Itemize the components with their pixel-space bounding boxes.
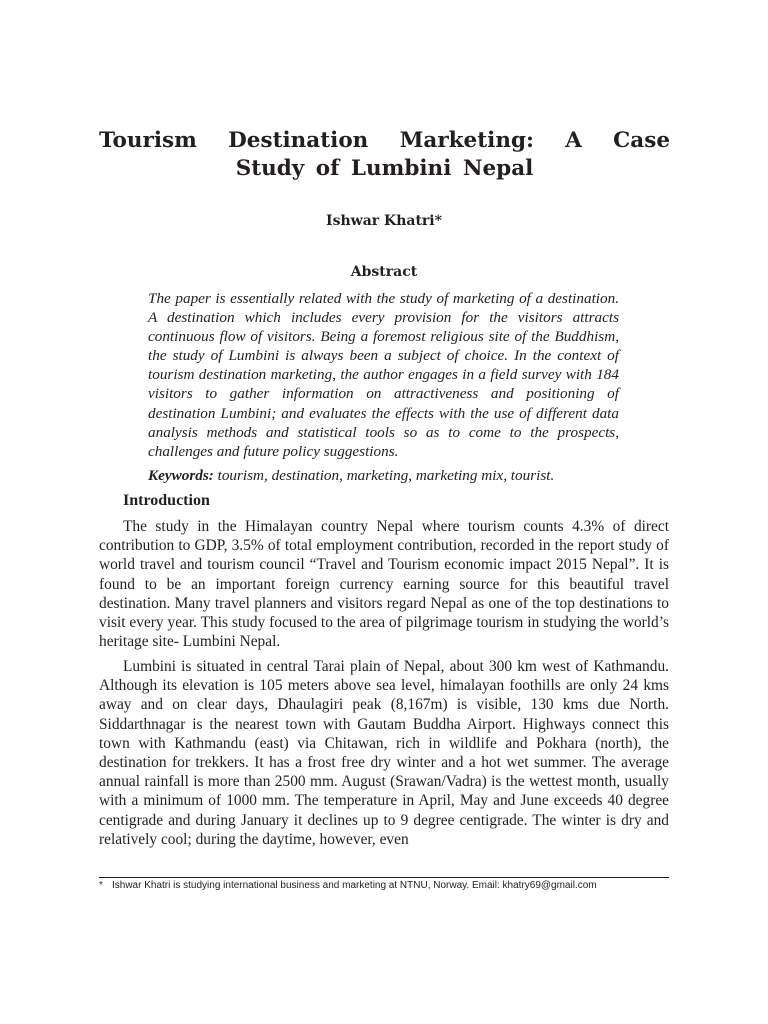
author-name: Ishwar Khatri* [326,213,442,229]
footnote-divider [99,877,669,878]
keywords-list: tourism, destination, marketing, marketing mix, tourist. [217,467,555,484]
introduction-paragraph-2: Lumbini is situated in central Tarai plain of Nepal, about 300 km west of Kathmandu. Although its elevation is 105 meters above sea level, himalayan foothills are only 24 kms away and on clear days, Dhaulagiri peak (8,167m) is visible, 130 kms due North. Siddarthnagar is the nearest town with Gautam Buddha Airport. Highways connect this town with Kathmandu (east) via Chitawan, rich in wildlife and Pokhara (north), the destination for trekkers. It has a frost free dry winter and a hot wet summer. The average annual rainfall is more than 2500 mm. August (Srawan/Vadra) is the wettest month, usually with a minimum of 1000 mm. The temperature in April, May and June exceeds 40 degree centigrade and during January it declines up to 9 degree centigrade. The winter is dry and relatively cool; during the daytime, however, even [99,658,669,848]
keywords-line [148,466,619,485]
footnote-text: Ishwar Khatri is studying international business and marketing at NTNU, Norway. Email: khatry69@gmail.com [112,880,597,891]
introduction-paragraph-1: The study in the Himalayan country Nepal where tourism counts 4.3% of direct contribution to GDP, 3.5% of total employment contribution, recorded in the report study of world travel and tourism council “Travel and Tourism economic impact 2015 Nepal”. It is found to be an important foreign currency earning source for this beautiful travel destination. Many travel planners and visitors regard Nepal as one of the top destinations to visit every year. This study focused to the area of pilgrimage tourism in studying the world’s heritage site- Lumbini Nepal. [99,518,669,651]
paper-title: Tourism Destination Marketing: A Case Study of Lumbini Nepal [99,128,670,181]
abstract-heading: Abstract [350,264,418,280]
footnote [99,880,669,892]
introduction-heading: Introduction [123,492,210,509]
footnote-mark: * [99,880,103,891]
abstract-body: The paper is essentially related with the study of marketing of a destination. A destination which includes every provision for the visitors attracts continuous flow of visitors. Being a foremost religious site of the Buddhism, the study of Lumbini is always been a subject of choice. In the context of tourism destination marketing, the author engages in a field survey with 184 visitors to gather information on attractiveness and positioning of destination Lumbini; and evaluates the effects with the use of different data analysis methods and statistical tools so as to come to the prospects, challenges and future policy suggestions. [148,290,619,460]
keywords-label: Keywords: [148,467,214,484]
